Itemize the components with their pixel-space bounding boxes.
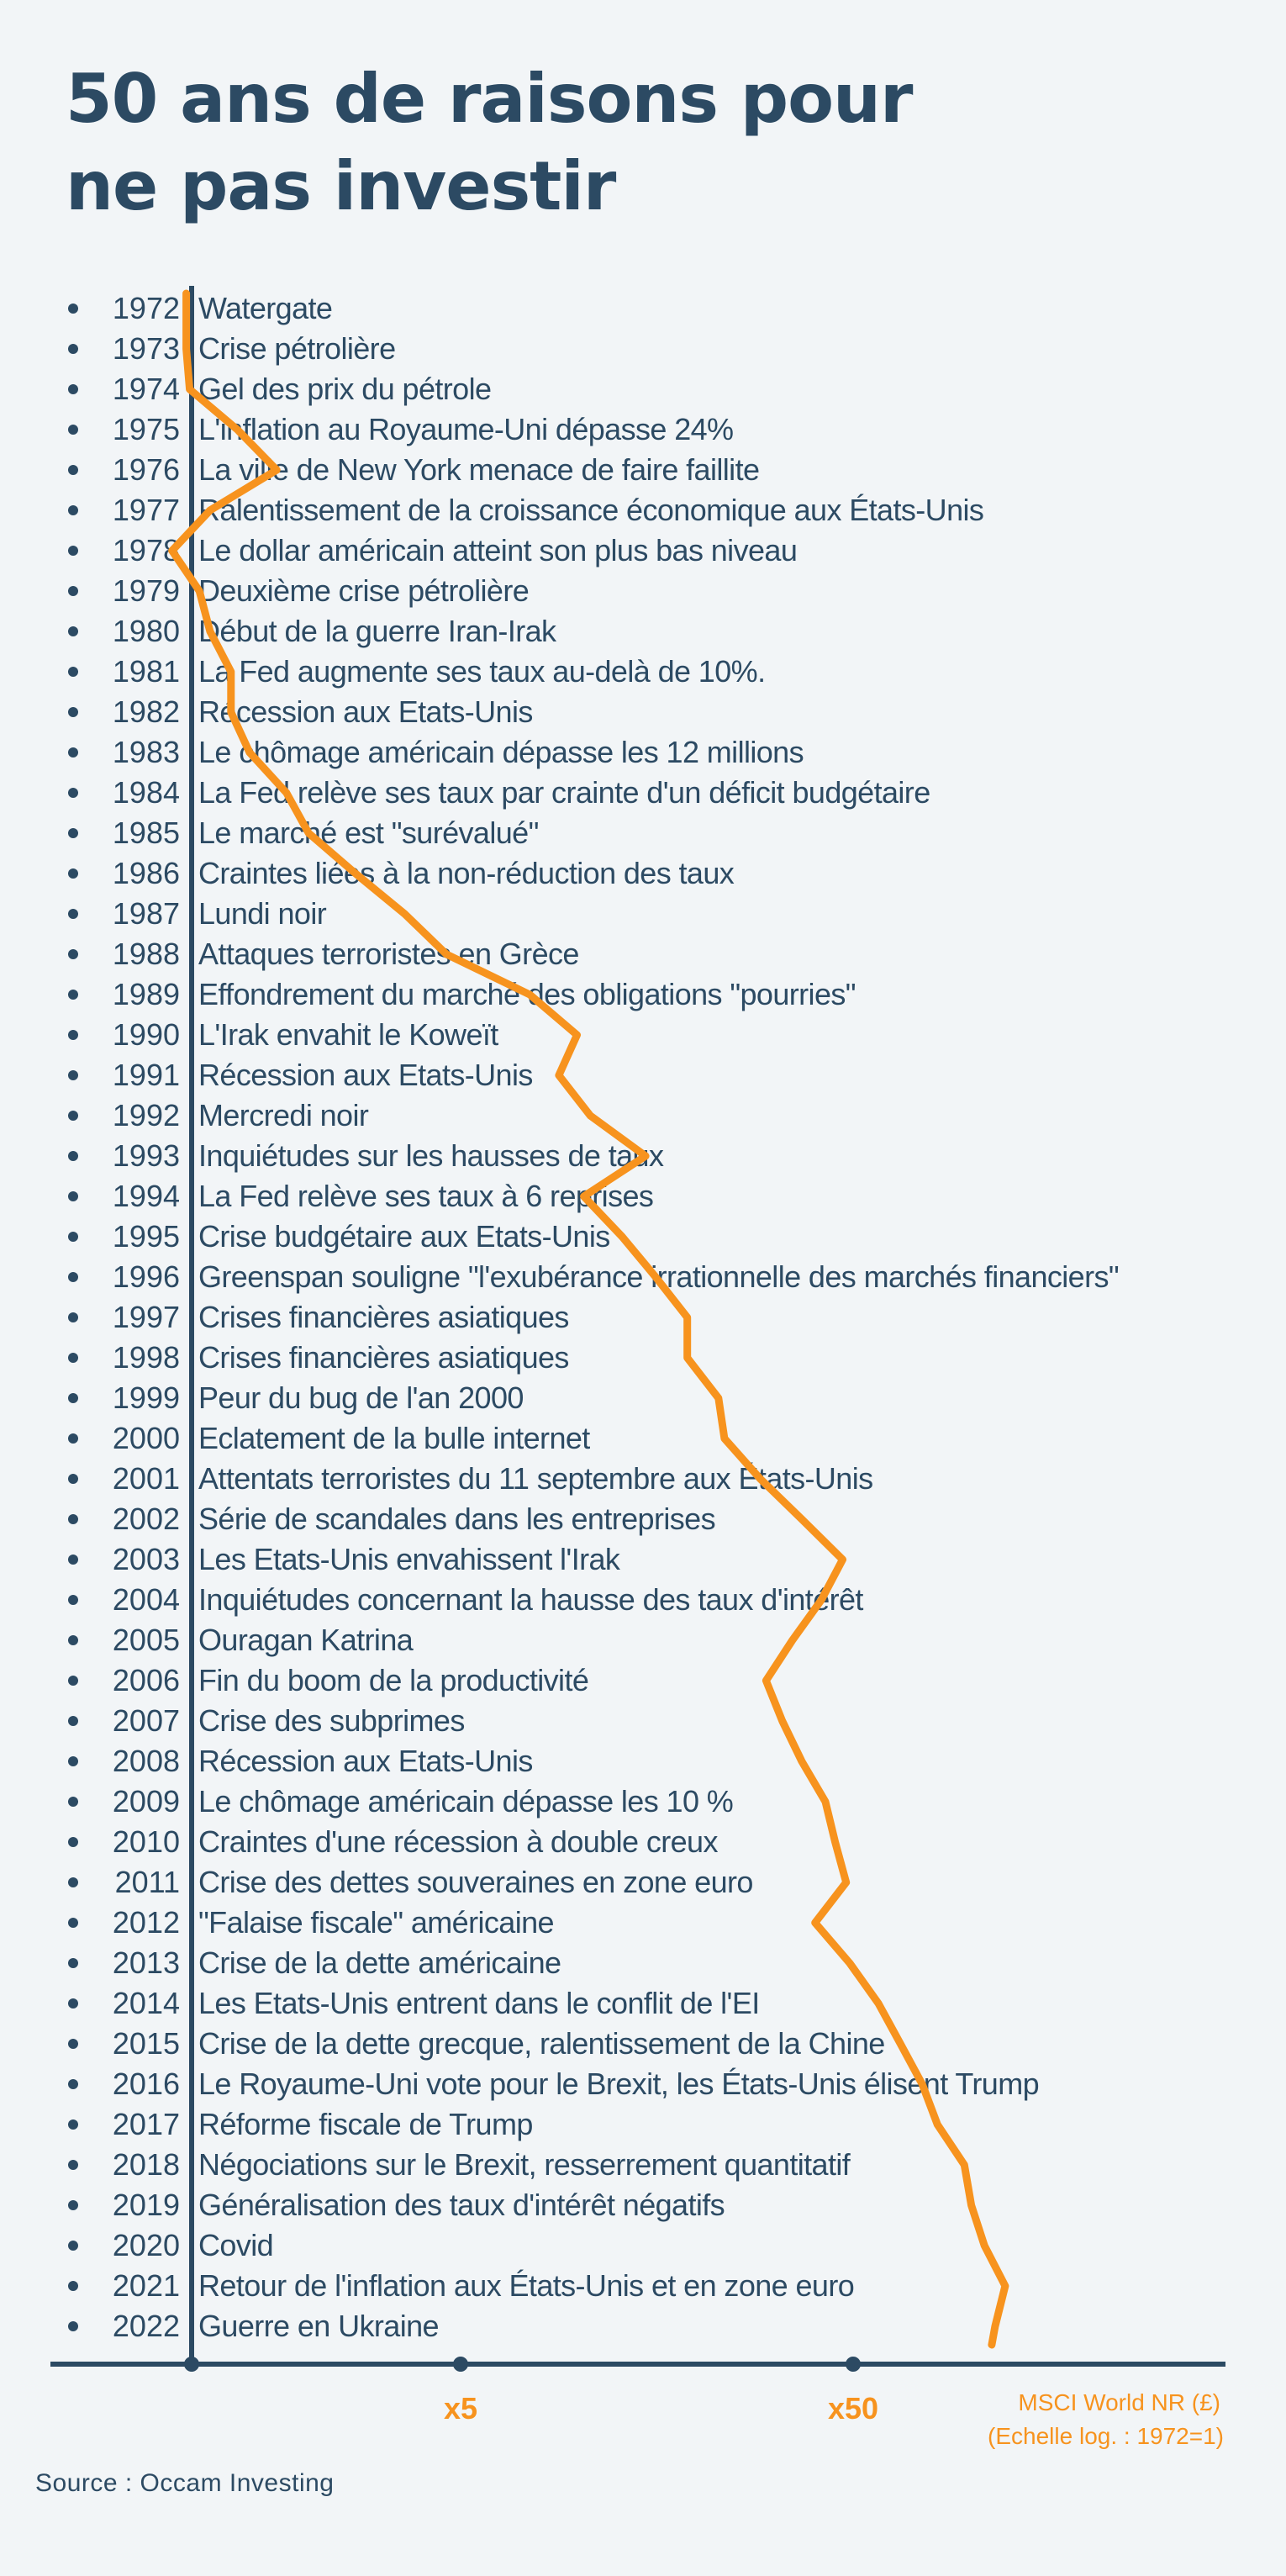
event-label: Mercredi noir (198, 1098, 369, 1132)
event-label: Watergate (198, 291, 333, 325)
bullet-icon (68, 1797, 78, 1807)
year-label: 2012 (112, 1905, 180, 1940)
event-label: Le Royaume-Uni vote pour le Brexit, les États-Unis élisent Trump (198, 2067, 1040, 2101)
year-label: 1993 (112, 1138, 180, 1173)
scale-note: (Echelle log. : 1972=1) (988, 2423, 1224, 2449)
year-label: 1999 (112, 1380, 180, 1415)
title-line-1: 50 ans de raisons pour (66, 60, 913, 138)
bullet-icon (68, 828, 78, 838)
event-label: Craintes d'une récession à double creux (198, 1824, 718, 1859)
year-label: 2000 (112, 1421, 180, 1455)
event-label: Crise de la dette américaine (198, 1945, 561, 1980)
year-label: 1979 (112, 573, 180, 608)
bullet-icon (68, 1232, 78, 1242)
year-label: 1980 (112, 614, 180, 648)
event-label: Négociations sur le Brexit, resserrement quantitatif (198, 2147, 851, 2182)
event-label: La ville de New York menace de faire faillite (198, 452, 760, 487)
x-tick-dot (453, 2357, 468, 2372)
bullet-icon (68, 2281, 78, 2291)
event-label: L'Irak envahit le Koweït (198, 1017, 498, 1052)
event-label: Inquiétudes sur les hausses de taux (198, 1138, 664, 1173)
bullet-icon (68, 1474, 78, 1484)
year-label: 2006 (112, 1663, 180, 1697)
event-label: Eclatement de la bulle internet (198, 1421, 590, 1455)
year-label: 1995 (112, 1219, 180, 1254)
bullet-icon (68, 1635, 78, 1645)
bullet-icon (68, 1998, 78, 2009)
year-label: 1974 (112, 372, 180, 406)
event-label: Les Etats-Unis entrent dans le conflit de l'EI (198, 1986, 760, 2020)
bullet-icon (68, 1877, 78, 1887)
year-label: 2021 (112, 2268, 180, 2303)
year-label: 2014 (112, 1986, 180, 2020)
event-label: Attentats terroristes du 11 septembre aux États-Unis (198, 1461, 873, 1496)
bullet-icon (68, 2119, 78, 2130)
bullet-icon (68, 1433, 78, 1444)
year-label: 2020 (112, 2228, 180, 2262)
x-tick-label: x50 (827, 2391, 879, 2426)
event-label: Série de scandales dans les entreprises (198, 1502, 715, 1536)
event-label: Crise de la dette grecque, ralentissement de la Chine (198, 2026, 885, 2061)
bullet-icon (68, 1393, 78, 1403)
bullet-icon (68, 505, 78, 515)
year-label: 1996 (112, 1259, 180, 1294)
bullet-icon (68, 2039, 78, 2049)
bullet-icon (68, 2160, 78, 2170)
event-label: Covid (198, 2228, 274, 2262)
year-label: 2016 (112, 2067, 180, 2101)
event-label: Crises financières asiatiques (198, 1340, 569, 1375)
year-label: 1984 (112, 775, 180, 810)
bullet-icon (68, 1070, 78, 1080)
bullet-icon (68, 1111, 78, 1121)
bullet-icon (68, 344, 78, 354)
bullet-icon (68, 990, 78, 1000)
year-label: 1987 (112, 896, 180, 931)
event-label: Deuxième crise pétrolière (198, 573, 530, 608)
event-label: Récession aux Etats-Unis (198, 1058, 533, 1092)
event-label: Guerre en Ukraine (198, 2309, 439, 2343)
event-label: Craintes liées à la non-réduction des taux (198, 856, 735, 890)
year-label: 1998 (112, 1340, 180, 1375)
bullet-icon (68, 425, 78, 435)
year-label: 2002 (112, 1502, 180, 1536)
year-label: 2022 (112, 2309, 180, 2343)
bullet-icon (68, 1756, 78, 1766)
event-label: Lundi noir (198, 896, 327, 931)
event-label: "Falaise fiscale" américaine (198, 1905, 554, 1940)
event-label: L'inflation au Royaume-Uni dépasse 24% (198, 412, 734, 446)
bullet-icon (68, 1191, 78, 1201)
bullet-icon (68, 1312, 78, 1322)
bullet-icon (68, 707, 78, 717)
year-label: 1985 (112, 816, 180, 850)
bullet-icon (68, 1595, 78, 1605)
event-label: Récession aux Etats-Unis (198, 694, 533, 729)
year-label: 1978 (112, 533, 180, 567)
bullet-icon (68, 465, 78, 475)
bullet-icon (68, 1676, 78, 1686)
bullet-icon (68, 2321, 78, 2331)
year-label: 1992 (112, 1098, 180, 1132)
event-label: Gel des prix du pétrole (198, 372, 492, 406)
year-rows (68, 291, 1119, 2343)
bullet-icon (68, 1958, 78, 1968)
year-label: 2009 (112, 1784, 180, 1819)
event-label: La Fed augmente ses taux au-delà de 10%. (198, 654, 766, 689)
year-label: 1973 (112, 331, 180, 366)
year-label: 2015 (112, 2026, 180, 2061)
year-label: 2001 (112, 1461, 180, 1496)
bullet-icon (68, 949, 78, 959)
event-label: Crise pétrolière (198, 331, 396, 366)
year-label: 1997 (112, 1300, 180, 1334)
year-label: 1981 (112, 654, 180, 689)
year-label: 1977 (112, 493, 180, 527)
year-label: 2011 (114, 1865, 180, 1899)
year-label: 1986 (112, 856, 180, 890)
bullet-icon (68, 1272, 78, 1282)
year-label: 1994 (112, 1179, 180, 1213)
event-label: Attaques terroristes en Grèce (198, 937, 579, 971)
event-label: Le chômage américain dépasse les 10 % (198, 1784, 734, 1819)
bullet-icon (68, 1514, 78, 1524)
year-label: 1989 (112, 977, 180, 1011)
year-label: 2004 (112, 1582, 180, 1617)
x-axis-ticks (184, 2357, 878, 2426)
bullet-icon (68, 1837, 78, 1847)
year-label: 1988 (112, 937, 180, 971)
bullet-icon (68, 1555, 78, 1565)
year-label: 1975 (112, 412, 180, 446)
bullet-icon (68, 747, 78, 757)
event-label: Fin du boom de la productivité (198, 1663, 589, 1697)
bullet-icon (68, 2200, 78, 2210)
source-note: Source : Occam Investing (35, 2469, 335, 2497)
bullet-icon (68, 667, 78, 677)
year-label: 2013 (112, 1945, 180, 1980)
event-label: Ralentissement de la croissance économique aux États-Unis (198, 493, 984, 527)
event-label: Récession aux Etats-Unis (198, 1744, 533, 1778)
year-label: 1983 (112, 735, 180, 769)
x-tick-dot (846, 2357, 861, 2372)
bullet-icon (68, 788, 78, 798)
event-label: Crise des subprimes (198, 1703, 465, 1738)
year-label: 2019 (112, 2188, 180, 2222)
event-label: La Fed relève ses taux à 6 reprises (198, 1179, 654, 1213)
event-label: Le marché est "surévalué" (198, 816, 539, 850)
bullet-icon (68, 1353, 78, 1363)
event-label: Ouragan Katrina (198, 1623, 414, 1657)
bullet-icon (68, 1918, 78, 1928)
year-label: 1972 (112, 291, 180, 325)
year-label: 1976 (112, 452, 180, 487)
event-label: Effondrement du marché des obligations "pourries" (198, 977, 856, 1011)
bullet-icon (68, 1716, 78, 1726)
bullet-icon (68, 1151, 78, 1161)
event-label: Le chômage américain dépasse les 12 millions (198, 735, 804, 769)
event-label: Réforme fiscale de Trump (198, 2107, 533, 2141)
bullet-icon (68, 1030, 78, 1040)
year-label: 1990 (112, 1017, 180, 1052)
year-label: 2003 (112, 1542, 180, 1576)
event-label: Peur du bug de l'an 2000 (198, 1380, 524, 1415)
event-label: Les Etats-Unis envahissent l'Irak (198, 1542, 620, 1576)
bullet-icon (68, 2079, 78, 2089)
year-label: 2005 (112, 1623, 180, 1657)
year-label: 1982 (112, 694, 180, 729)
bullet-icon (68, 384, 78, 394)
event-label: Greenspan souligne "l'exubérance irrationnelle des marchés financiers" (198, 1259, 1120, 1294)
event-label: Crise des dettes souveraines en zone euro (198, 1865, 753, 1899)
event-label: Généralisation des taux d'intérêt négatifs (198, 2188, 725, 2222)
year-label: 2010 (112, 1824, 180, 1859)
title-line-2: ne pas investir (66, 147, 616, 225)
bullet-icon (68, 586, 78, 596)
event-label: Retour de l'inflation aux États-Unis et en zone euro (198, 2268, 855, 2303)
bullet-icon (68, 2241, 78, 2251)
year-label: 2018 (112, 2147, 180, 2182)
event-label: La Fed relève ses taux par crainte d'un déficit budgétaire (198, 775, 930, 810)
bullet-icon (68, 546, 78, 556)
axis-origin-dot (184, 2357, 199, 2372)
year-label: 1991 (112, 1058, 180, 1092)
bullet-icon (68, 626, 78, 636)
year-label: 2008 (112, 1744, 180, 1778)
bullet-icon (68, 868, 78, 879)
year-label: 2017 (112, 2107, 180, 2141)
event-label: Le dollar américain atteint son plus bas niveau (198, 533, 798, 567)
event-label: Début de la guerre Iran-Irak (198, 614, 556, 648)
bullet-icon (68, 304, 78, 314)
year-label: 2007 (112, 1703, 180, 1738)
series-label: MSCI World NR (£) (1018, 2389, 1220, 2415)
event-label: Crises financières asiatiques (198, 1300, 569, 1334)
event-label: Inquiétudes concernant la hausse des taux d'intérêt (198, 1582, 863, 1617)
event-label: Crise budgétaire aux Etats-Unis (198, 1219, 610, 1254)
bullet-icon (68, 909, 78, 919)
x-tick-label: x5 (443, 2391, 478, 2426)
